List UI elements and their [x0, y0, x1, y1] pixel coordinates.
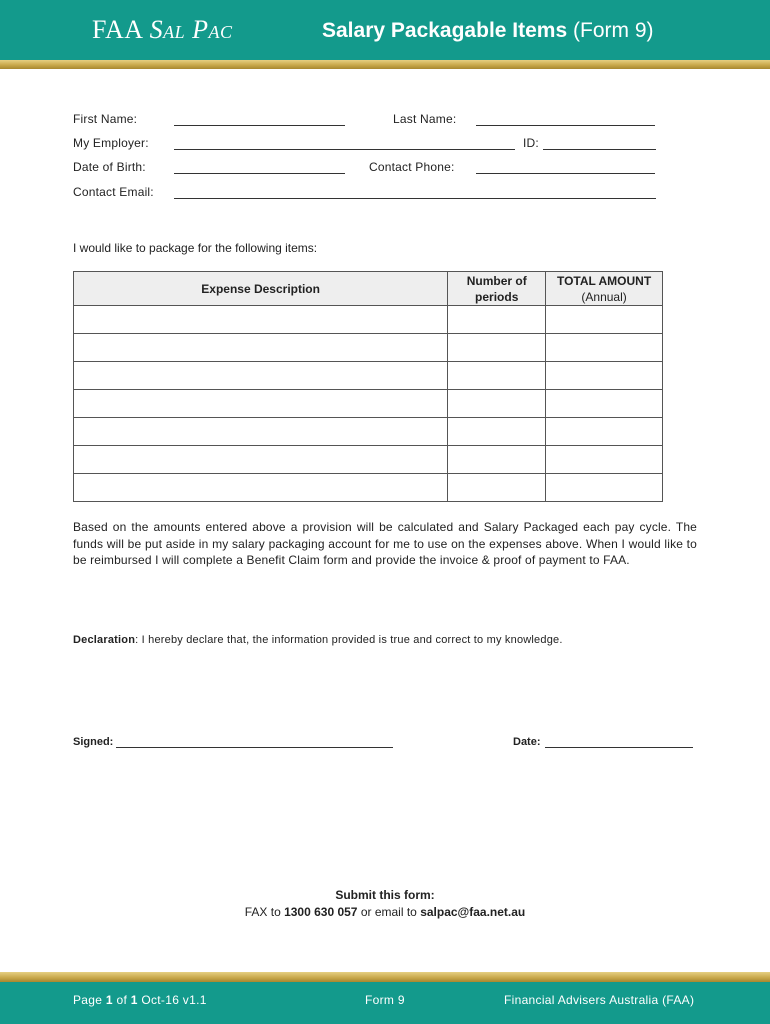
total-amount-header — [546, 272, 663, 306]
expense-description-cell[interactable] — [74, 390, 448, 418]
footer-gold-stripe — [0, 972, 770, 982]
email-prefix: or email to — [357, 905, 421, 919]
expense-description-cell[interactable] — [74, 418, 448, 446]
expense-description-cell[interactable] — [74, 334, 448, 362]
expense-description-cell[interactable] — [74, 446, 448, 474]
title-text: Salary Packagable Items — [322, 19, 568, 42]
table-row — [74, 334, 663, 362]
dob-field[interactable] — [174, 173, 345, 174]
table-row — [74, 362, 663, 390]
total-amount-cell[interactable] — [546, 362, 663, 390]
logo-main: FAA — [92, 15, 144, 44]
header-bar — [0, 0, 770, 60]
table-header-row — [74, 272, 663, 306]
page-number: 1 — [105, 993, 113, 1007]
faa-logo — [92, 15, 232, 45]
total-amount-label: TOTAL AMOUNT — [556, 273, 652, 288]
periods-header: Number of periods — [448, 272, 546, 306]
footer-bar — [0, 982, 770, 1024]
page-total: 1 — [130, 993, 138, 1007]
table-row — [74, 446, 663, 474]
submit-title-text: Submit this form: — [335, 888, 435, 902]
fax-prefix: FAX to — [244, 905, 285, 919]
dob-label: Date of Birth: — [73, 160, 146, 174]
email-field[interactable] — [174, 198, 656, 199]
page-title — [322, 19, 654, 43]
last-name-label: Last Name: — [393, 112, 457, 126]
id-label: ID: — [523, 136, 539, 150]
version-text: Oct-16 v1.1 — [137, 993, 207, 1007]
declaration-label: Declaration — [73, 634, 136, 646]
logo-sub: Sal Pac — [149, 15, 233, 44]
employer-field[interactable] — [174, 149, 515, 150]
table-row — [74, 306, 663, 334]
periods-cell[interactable] — [448, 306, 546, 334]
items-table — [73, 271, 663, 502]
total-amount-cell[interactable] — [546, 474, 663, 502]
total-amount-cell[interactable] — [546, 334, 663, 362]
periods-cell[interactable] — [448, 474, 546, 502]
email-label: Contact Email: — [73, 185, 154, 199]
header-gold-stripe — [0, 60, 770, 69]
declaration-text: : I hereby declare that, the information provided is true and correct to my knowledge. — [135, 634, 563, 646]
employer-label: My Employer: — [73, 136, 149, 150]
periods-cell[interactable] — [448, 334, 546, 362]
expense-description-cell[interactable] — [74, 362, 448, 390]
total-amount-cell[interactable] — [546, 446, 663, 474]
total-amount-cell[interactable] — [546, 306, 663, 334]
declaration — [73, 634, 563, 646]
expense-description-cell[interactable] — [74, 474, 448, 502]
periods-cell[interactable] — [448, 390, 546, 418]
periods-cell[interactable] — [448, 418, 546, 446]
fax-number: 1300 630 057 — [284, 905, 358, 919]
table-row — [74, 474, 663, 502]
total-amount-cell[interactable] — [546, 418, 663, 446]
submit-email-link[interactable]: salpac@faa.net.au — [420, 905, 526, 919]
expense-description-cell[interactable] — [74, 306, 448, 334]
id-field[interactable] — [543, 149, 656, 150]
table-row — [74, 418, 663, 446]
intro-text: I would like to package for the following items: — [73, 241, 318, 255]
date-field[interactable] — [545, 747, 693, 748]
signature-field[interactable] — [116, 747, 393, 748]
table-row — [74, 390, 663, 418]
first-name-field[interactable] — [174, 125, 345, 126]
phone-label: Contact Phone: — [369, 160, 455, 174]
submit-title — [0, 888, 770, 902]
submit-instructions — [0, 905, 770, 919]
page-prefix: Page — [73, 993, 106, 1007]
phone-field[interactable] — [476, 173, 655, 174]
page-of: of — [112, 993, 131, 1007]
page-info — [73, 993, 207, 1007]
periods-cell[interactable] — [448, 362, 546, 390]
date-label: Date: — [513, 736, 541, 748]
total-amount-cell[interactable] — [546, 390, 663, 418]
form-number: (Form 9) — [573, 19, 654, 42]
total-annual-label: (Annual) — [581, 289, 627, 304]
provision-paragraph: Based on the amounts entered above a provision will be calculated and Salary Packaged each pay cycle. The funds will be put aside in my salary packaging account for me to use on the expenses above. When I would like to be reimbursed I will complete a Benefit Claim form and provide the invoice & proof of payment to FAA. — [73, 520, 697, 567]
signed-label: Signed: — [73, 736, 114, 748]
expense-description-header: Expense Description — [74, 272, 448, 306]
footer-organisation: Financial Advisers Australia (FAA) — [504, 993, 695, 1007]
periods-cell[interactable] — [448, 446, 546, 474]
footer-form-number: Form 9 — [365, 993, 405, 1007]
last-name-field[interactable] — [476, 125, 655, 126]
first-name-label: First Name: — [73, 112, 138, 126]
